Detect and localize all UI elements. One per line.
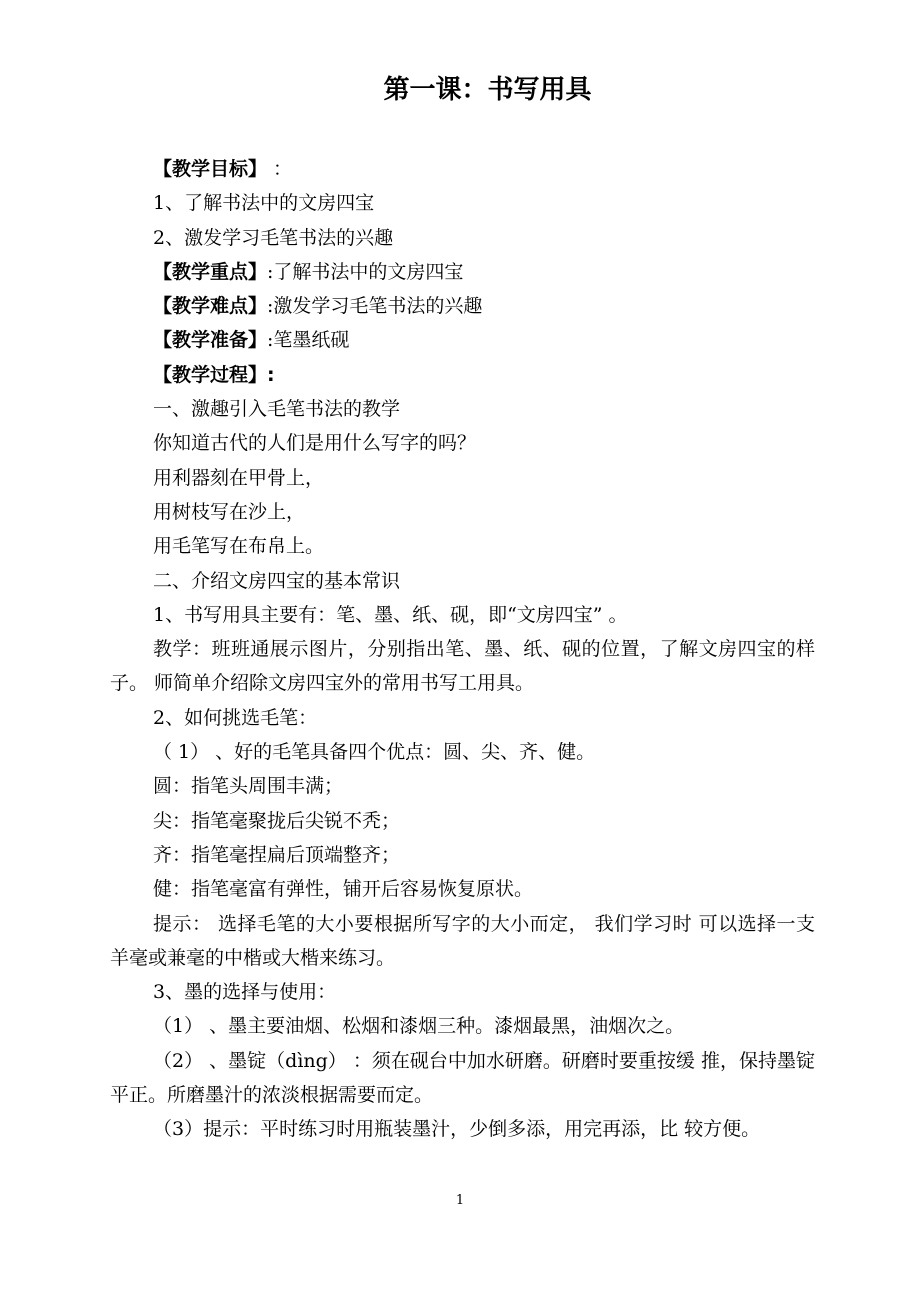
focus-text: :了解书法中的文房四宝 — [267, 260, 464, 283]
teaching-paragraph: 教学：班班通展示图片，分别指出笔、墨、纸、砚的位置，了解文房四宝的样子。 师简单介绍除文房四宝外的常用书写工用具。 — [110, 638, 815, 695]
item-3-sub-2: （2） 、墨锭（dìng） ：须在砚台中加水研磨。研磨时要重按缓 推，保持墨锭平正。所磨墨汁的浓淡根据需要而定。 — [110, 1049, 815, 1107]
prep-text: :笔墨纸砚 — [267, 329, 350, 352]
difficulty-line — [110, 289, 815, 323]
goal-1: 1、了解书法中的文房四宝 — [153, 192, 375, 215]
process-colon: : — [267, 363, 275, 386]
focus-label: 【教学重点】 — [153, 260, 268, 283]
brush-sharp: 尖：指笔毫聚拢后尖锐不秃； — [153, 809, 401, 832]
answer-1: 用利器刻在甲骨上， — [153, 466, 325, 489]
brush-strong: 健：指笔毫富有弹性，铺开后容易恢复原状。 — [153, 878, 534, 901]
page-number: 1 — [455, 1193, 465, 1208]
prep-label: 【教学准备】 — [153, 329, 268, 352]
page-title: 第一课：书写用具 — [383, 75, 592, 105]
answer-2: 用树枝写在沙上， — [153, 500, 306, 523]
goals-colon: ： — [267, 158, 293, 180]
goals-heading-line — [110, 152, 815, 186]
prep-line — [110, 323, 815, 357]
question-text: 你知道古代的人们是用什么写字的吗？ — [153, 432, 477, 455]
answer-3: 用毛笔写在布帛上。 — [153, 535, 325, 558]
hint-paragraph: 提示： 选择毛笔的大小要根据所写字的大小而定， 我们学习时 可以选择一支羊毫或兼毫的中楷或大楷来练习。 — [110, 912, 815, 969]
section-1-heading: 一、激趣引入毛笔书法的教学 — [153, 398, 401, 421]
item-3-sub-1: （1） 、墨主要油烟、松烟和漆烟三种。漆烟最黑，油烟次之。 — [153, 1015, 685, 1038]
item-1: 1、书写用具主要有：笔、墨、纸、砚，即“文房四宝” 。 — [153, 603, 628, 626]
section-2-heading: 二、介绍文房四宝的基本常识 — [153, 569, 401, 592]
goal-2: 2、激发学习毛笔书法的兴趣 — [153, 226, 394, 249]
brush-round: 圆：指笔头周围丰满； — [153, 775, 344, 798]
difficulty-text: :激发学习毛笔书法的兴趣 — [267, 295, 483, 318]
item-3-sub-3: （3）提示：平时练习时用瓶装墨汁，少倒多添，用完再添，比 较方便。 — [153, 1118, 761, 1141]
lesson-body — [110, 152, 815, 1147]
process-label: 【教学过程】 — [153, 363, 268, 386]
brush-even: 齐：指笔毫捏扁后顶端整齐； — [153, 843, 401, 866]
goals-heading: 【教学目标】 — [153, 158, 268, 180]
item-3: 3、墨的选择与使用： — [153, 981, 337, 1004]
item-2-sub-1: （ 1） 、好的毛笔具备四个优点：圆、尖、齐、健。 — [153, 741, 596, 764]
item-2: 2、如何挑选毛笔： — [153, 706, 318, 729]
difficulty-label: 【教学难点】 — [153, 295, 268, 318]
focus-line — [110, 255, 815, 289]
process-line — [110, 358, 815, 392]
